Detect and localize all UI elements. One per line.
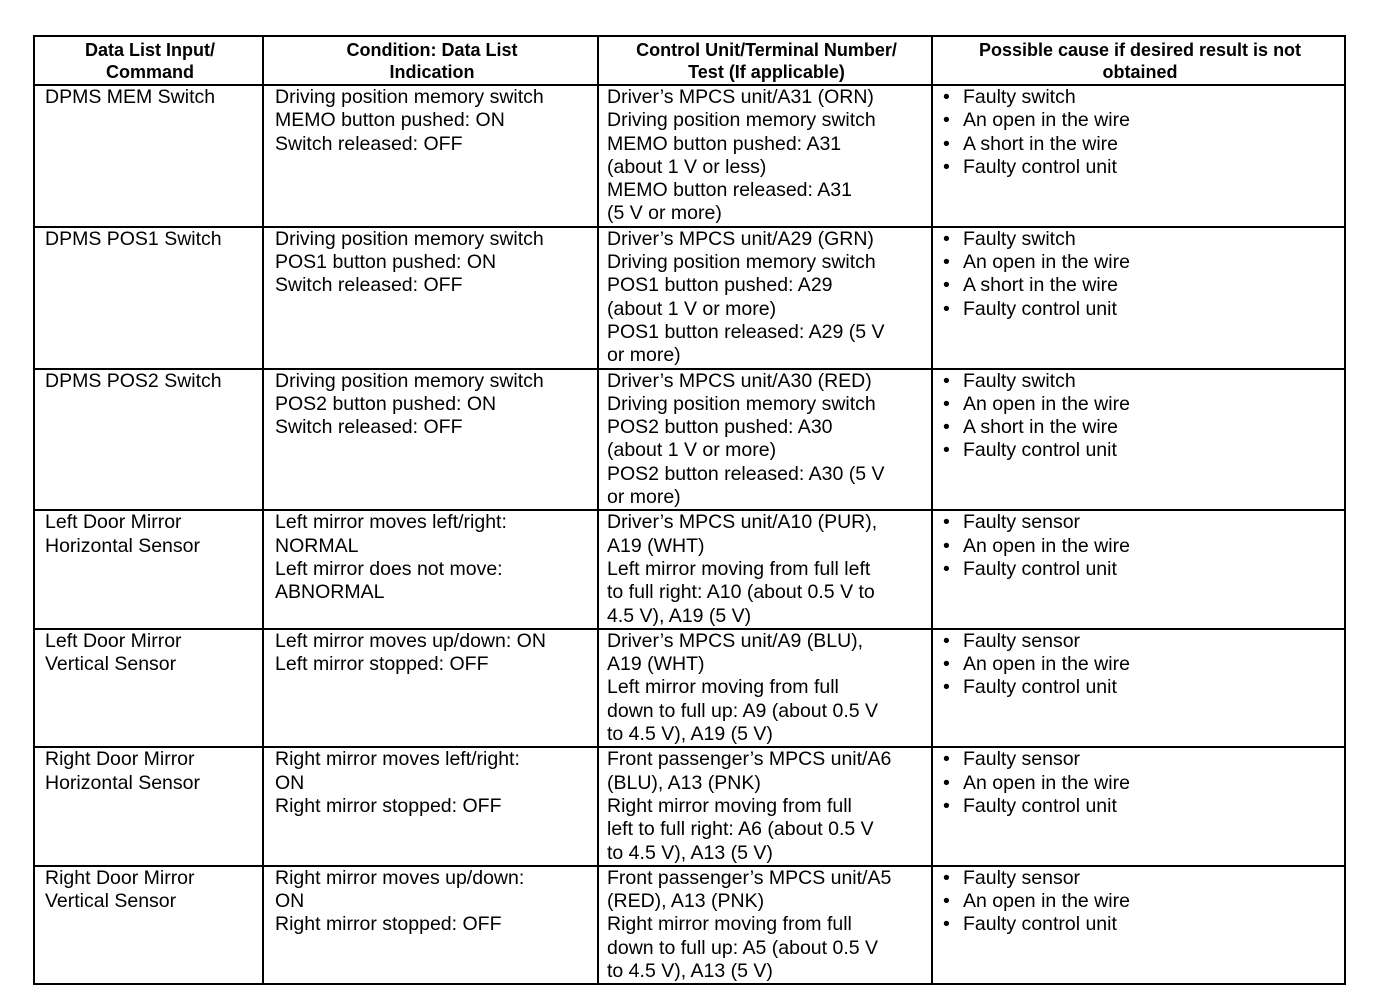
terminal-cell: Front passenger’s MPCS unit/A6 (BLU), A13 (PNK) Right mirror moving from full left to full right: A6 (about 0.5 V to 4.5 V), A13 (5 V) <box>598 747 932 865</box>
table-row <box>34 629 1345 747</box>
causes-cell <box>932 85 1345 227</box>
input-cell: DPMS MEM Switch <box>34 85 263 227</box>
causes-cell <box>932 866 1345 984</box>
causes-list <box>933 867 1344 937</box>
bullet-icon: • <box>943 676 950 699</box>
bullet-icon: • <box>943 155 950 178</box>
list-item: • An open in the wire <box>943 109 1130 132</box>
list-item: • Faulty sensor <box>943 629 1081 652</box>
header-condition: Condition: Data List Indication <box>263 36 598 85</box>
causes-cell <box>932 747 1345 865</box>
header-data-list-input: Data List Input/ Command <box>34 36 263 85</box>
causes-cell <box>932 227 1345 369</box>
table-row <box>34 747 1345 865</box>
bullet-icon: • <box>943 132 950 155</box>
causes-list <box>933 748 1344 818</box>
list-item: • An open in the wire <box>943 534 1130 557</box>
bullet-icon: • <box>943 109 950 132</box>
condition-cell: Driving position memory switch MEMO button pushed: ON Switch released: OFF <box>263 85 598 227</box>
causes-cell <box>932 369 1345 511</box>
bullet-icon: • <box>943 794 950 817</box>
list-item: • An open in the wire <box>943 251 1130 274</box>
bullet-icon: • <box>943 274 950 297</box>
bullet-icon: • <box>943 913 950 936</box>
list-item: • A short in the wire <box>943 416 1118 439</box>
causes-list <box>933 228 1344 321</box>
terminal-cell: Driver’s MPCS unit/A29 (GRN) Driving position memory switch POS1 button pushed: A29 (about 1 V or more) POS1 button released: A29 (5 V or more) <box>598 227 932 369</box>
table-row <box>34 85 1345 227</box>
condition-cell: Driving position memory switch POS2 button pushed: ON Switch released: OFF <box>263 369 598 511</box>
list-item: • An open in the wire <box>943 392 1130 415</box>
causes-cell <box>932 510 1345 628</box>
bullet-icon: • <box>943 534 950 557</box>
terminal-cell: Driver’s MPCS unit/A30 (RED) Driving position memory switch POS2 button pushed: A30 (about 1 V or more) POS2 button released: A30 (5 V or more) <box>598 369 932 511</box>
bullet-icon: • <box>943 771 950 794</box>
causes-cell <box>932 629 1345 747</box>
list-item: • An open in the wire <box>943 653 1130 676</box>
list-item: • Faulty sensor <box>943 748 1081 771</box>
condition-cell: Driving position memory switch POS1 button pushed: ON Switch released: OFF <box>263 227 598 369</box>
header-row <box>34 36 1345 85</box>
bullet-icon: • <box>943 392 950 415</box>
bullet-icon: • <box>943 557 950 580</box>
header-control-unit-terminal: Control Unit/Terminal Number/ Test (If applicable) <box>598 36 932 85</box>
bullet-icon: • <box>943 653 950 676</box>
bullet-icon: • <box>943 297 950 320</box>
list-item: • Faulty sensor <box>943 866 1081 889</box>
list-item: • Faulty switch <box>943 86 1076 108</box>
table-row <box>34 369 1345 511</box>
bullet-icon: • <box>943 86 950 108</box>
data-list-table <box>33 35 1346 985</box>
condition-cell: Right mirror moves left/right: ON Right mirror stopped: OFF <box>263 747 598 865</box>
list-item: • Faulty control unit <box>943 155 1117 178</box>
list-item: • Faulty control unit <box>943 297 1117 320</box>
list-item: • Faulty switch <box>943 227 1076 250</box>
header-possible-cause: Possible cause if desired result is not obtained <box>932 36 1345 85</box>
input-cell: Right Door Mirror Vertical Sensor <box>34 866 263 984</box>
list-item: • Faulty control unit <box>943 439 1117 462</box>
terminal-cell: Driver’s MPCS unit/A9 (BLU), A19 (WHT) Left mirror moving from full down to full up: A9 (about 0.5 V to 4.5 V), A19 (5 V) <box>598 629 932 747</box>
list-item: • A short in the wire <box>943 132 1118 155</box>
causes-list <box>933 630 1344 700</box>
list-item: • Faulty control unit <box>943 676 1117 699</box>
terminal-cell: Driver’s MPCS unit/A10 (PUR), A19 (WHT) Left mirror moving from full left to full right: A10 (about 0.5 V to 4.5 V), A19 (5 V) <box>598 510 932 628</box>
bullet-icon: • <box>943 866 950 889</box>
condition-cell: Left mirror moves up/down: ON Left mirror stopped: OFF <box>263 629 598 747</box>
table-row <box>34 227 1345 369</box>
terminal-cell: Driver’s MPCS unit/A31 (ORN) Driving position memory switch MEMO button pushed: A31 (about 1 V or less) MEMO button released: A31 (5 V or more) <box>598 85 932 227</box>
bullet-icon: • <box>943 629 950 652</box>
causes-list <box>933 511 1344 581</box>
bullet-icon: • <box>943 369 950 392</box>
list-item: • Faulty switch <box>943 369 1076 392</box>
input-cell: Right Door Mirror Horizontal Sensor <box>34 747 263 865</box>
input-cell: DPMS POS1 Switch <box>34 227 263 369</box>
causes-list <box>933 86 1344 179</box>
list-item: • Faulty control unit <box>943 557 1117 580</box>
table-row <box>34 866 1345 984</box>
input-cell: Left Door Mirror Horizontal Sensor <box>34 510 263 628</box>
list-item: • An open in the wire <box>943 890 1130 913</box>
bullet-icon: • <box>943 511 950 534</box>
list-item: • An open in the wire <box>943 771 1130 794</box>
bullet-icon: • <box>943 416 950 439</box>
list-item: • Faulty sensor <box>943 511 1081 534</box>
bullet-icon: • <box>943 251 950 274</box>
list-item: • Faulty control unit <box>943 913 1117 936</box>
terminal-cell: Front passenger’s MPCS unit/A5 (RED), A13 (PNK) Right mirror moving from full down to full up: A5 (about 0.5 V to 4.5 V), A13 (5 V) <box>598 866 932 984</box>
condition-cell: Right mirror moves up/down: ON Right mirror stopped: OFF <box>263 866 598 984</box>
bullet-icon: • <box>943 890 950 913</box>
bullet-icon: • <box>943 748 950 771</box>
input-cell: DPMS POS2 Switch <box>34 369 263 511</box>
bullet-icon: • <box>943 439 950 462</box>
list-item: • A short in the wire <box>943 274 1118 297</box>
bullet-icon: • <box>943 227 950 250</box>
input-cell: Left Door Mirror Vertical Sensor <box>34 629 263 747</box>
table-row <box>34 510 1345 628</box>
condition-cell: Left mirror moves left/right: NORMAL Left mirror does not move: ABNORMAL <box>263 510 598 628</box>
list-item: • Faulty control unit <box>943 794 1117 817</box>
causes-list <box>933 370 1344 463</box>
